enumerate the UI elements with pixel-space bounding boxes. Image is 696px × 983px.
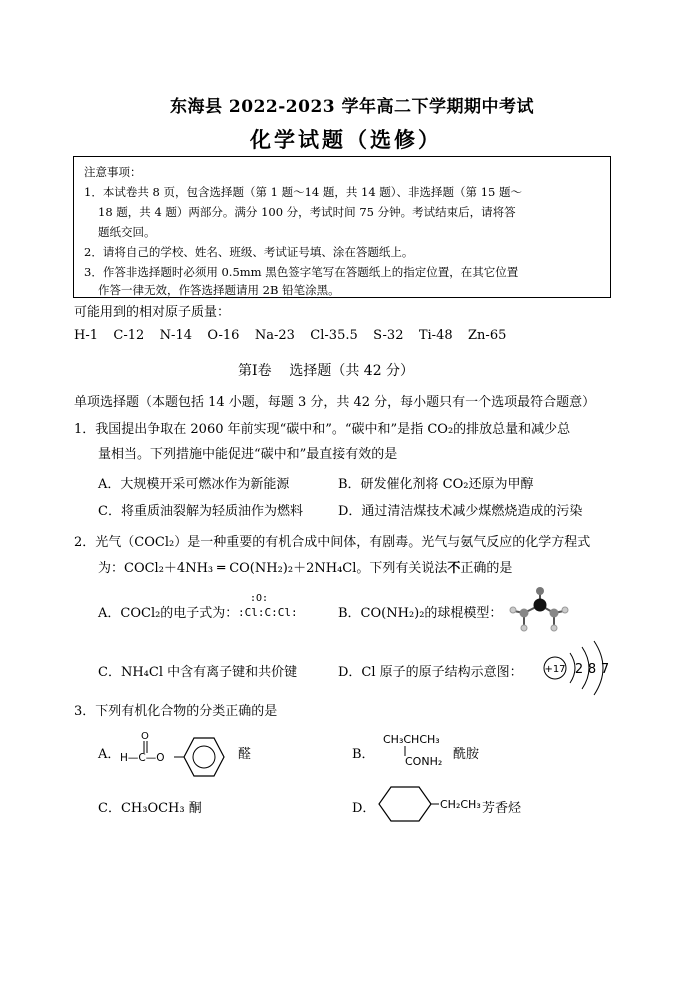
q2-stem-pre: 为：COCl₂＋4NH₃ ═ CO(NH₂)₂＋2NH₄Cl。下列有关说法 bbox=[98, 561, 448, 576]
cyclohexane-ring-diagram bbox=[377, 785, 439, 823]
carbonyl-oxygen: O bbox=[141, 731, 149, 742]
exam-title: 东海县 2022-2023 学年高二下学期期中考试 bbox=[170, 97, 535, 117]
notice-heading: 注意事项： bbox=[84, 165, 142, 179]
model-hydrogen-atom bbox=[551, 625, 557, 631]
model-nitrogen-atom bbox=[520, 609, 529, 618]
q1-stem-line2: 量相当。下列措施中能促进“碳中和”最直接有效的是 bbox=[98, 447, 398, 462]
q1-option-d: D．通过清洁煤技术减少煤燃烧造成的污染 bbox=[338, 504, 583, 519]
formate-formula: H—C—O bbox=[120, 752, 165, 764]
notice-line: 2．请将自己的学校、姓名、班级、考试证号填、涂在答题纸上。 bbox=[84, 245, 414, 259]
model-hydrogen-atom bbox=[562, 607, 568, 613]
q2-option-c: C．NH₄Cl 中含有离子键和共价键 bbox=[98, 665, 298, 680]
q2-option-d: D．Cl 原子的原子结构示意图： bbox=[338, 665, 523, 680]
q3-option-d-class: 芳香烃 bbox=[482, 801, 522, 816]
cocl2-electron-formula-top: :O: bbox=[250, 593, 269, 604]
cocl2-electron-formula: :Cl:C:Cl: bbox=[238, 606, 298, 619]
model-oxygen-atom bbox=[536, 587, 544, 595]
section-title: 第Ⅰ卷 选择题（共 42 分） bbox=[238, 363, 415, 379]
q2-option-a: A．COCl₂的电子式为： bbox=[98, 606, 239, 621]
atomic-mass-label: 可能用到的相对原子质量： bbox=[74, 305, 231, 320]
q3-option-b-class: 酰胺 bbox=[453, 747, 480, 762]
atomic-mass-values: H-1 C-12 N-14 O-16 Na-23 Cl-35.5 S-32 Ti-48 Zn-65 bbox=[74, 328, 507, 343]
q2-stem-emphasis: 不 bbox=[447, 561, 461, 576]
notice-line: 3．作答非选择题时必须用 0.5mm 黑色签字笔写在答题纸上的指定位置，在其它位置 bbox=[84, 265, 519, 279]
benzene-ring-diagram bbox=[174, 735, 234, 779]
q1-stem-line1: 1．我国提出争取在 2060 年前实现“碳中和”。“碳中和”是指 CO₂的排放总量和减少总 bbox=[74, 422, 571, 437]
model-hydrogen-atom bbox=[521, 625, 527, 631]
q3-option-c: C．CH₃OCH₃ 酮 bbox=[98, 801, 202, 816]
shell-electron-count: 7 bbox=[600, 662, 610, 677]
model-carbon-atom bbox=[534, 599, 547, 612]
q1-option-a: A．大规模开采可燃冰作为新能源 bbox=[98, 477, 290, 492]
model-nitrogen-atom bbox=[550, 609, 559, 618]
notice-line: 题纸交回。 bbox=[98, 225, 156, 239]
isobutyramide-chain: CH₃CHCH₃ bbox=[383, 733, 440, 746]
q2-stem-line2 bbox=[98, 557, 512, 576]
shell-electron-count: 2 bbox=[574, 662, 584, 677]
q3-stem: 3．下列有机化合物的分类正确的是 bbox=[74, 704, 278, 719]
ethyl-substituent: CH₂CH₃ bbox=[440, 798, 481, 811]
notice-box bbox=[73, 156, 611, 298]
q2-stem-post: 正确的是 bbox=[460, 561, 513, 576]
q2-stem-line1: 2．光气（COCl₂）是一种重要的有机合成中间体，有剧毒。光气与氨气反应的化学方程式 bbox=[74, 535, 591, 550]
q3-option-d-label: D． bbox=[352, 801, 376, 816]
q1-option-b: B．研发催化剂将 CO₂还原为甲醇 bbox=[338, 477, 534, 492]
q2-option-b: B．CO(NH₂)₂的球棍模型： bbox=[338, 606, 503, 621]
q3-option-a-label: A． bbox=[98, 747, 121, 762]
q1-option-c: C．将重质油裂解为轻质油作为燃料 bbox=[98, 504, 303, 519]
model-hydrogen-atom bbox=[510, 607, 516, 613]
notice-line: 作答一律无效，作答选择题请用 2B 铅笔涂黑。 bbox=[98, 283, 340, 297]
q3-option-a-class: 醛 bbox=[238, 747, 252, 762]
nucleus-charge: +17 bbox=[544, 664, 566, 675]
section-instruction: 单项选择题（本题包括 14 小题，每题 3 分，共 42 分，每小题只有一个选项最符合题意） bbox=[74, 395, 596, 410]
q3-option-b-label: B． bbox=[352, 747, 375, 762]
cl-atom-structure-diagram bbox=[540, 635, 616, 701]
shell-electron-count: 8 bbox=[587, 662, 597, 677]
amide-group: CONH₂ bbox=[405, 755, 443, 768]
notice-line: 18 题，共 4 题）两部分。满分 100 分，考试时间 75 分钟。考试结束后，请将答 bbox=[98, 205, 516, 219]
notice-line: 1．本试卷共 8 页，包含选择题（第 1 题～14 题，共 14 题）、非选择题（第 15 题～ bbox=[84, 185, 522, 199]
urea-ball-stick-model bbox=[500, 583, 572, 635]
exam-subtitle: 化学试题（选修） bbox=[250, 127, 442, 152]
